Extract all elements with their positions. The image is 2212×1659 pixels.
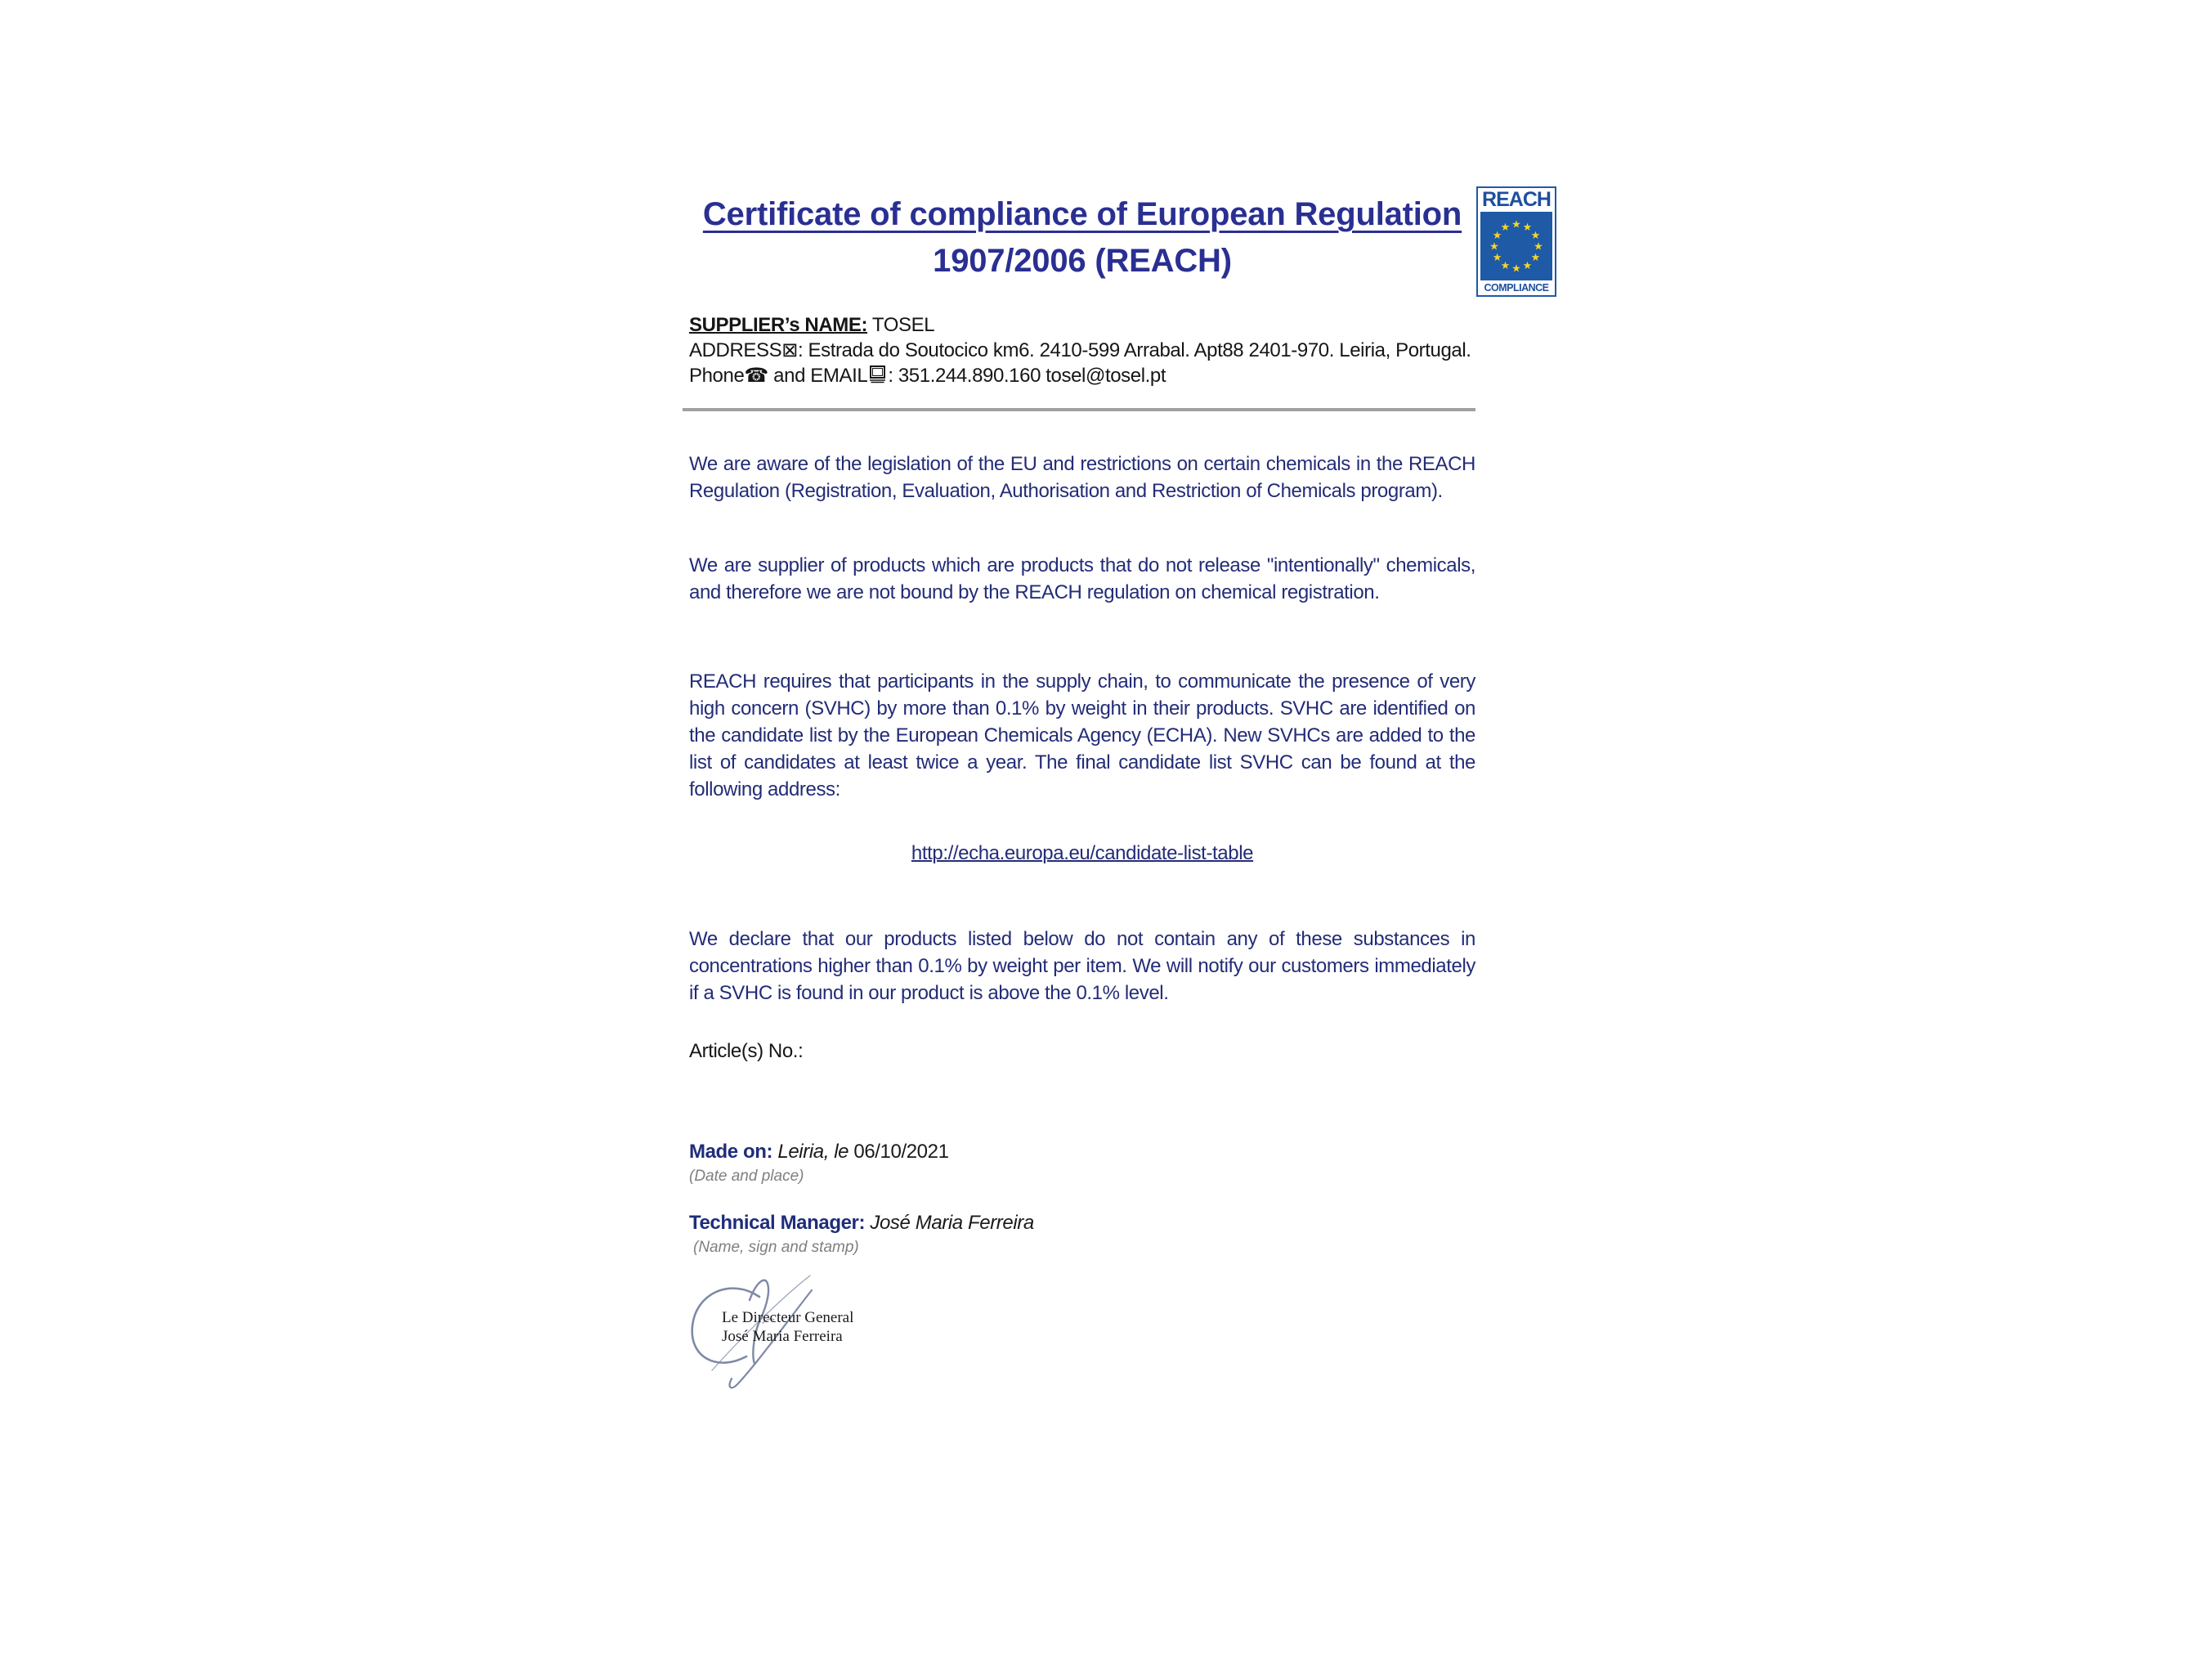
phone-label: Phone: [689, 365, 745, 387]
signature-name: José Maria Ferreira: [722, 1328, 843, 1345]
address-value: : Estrada do Soutocico km6. 2410-599 Arrabal. Apt88 2401-970. Leiria, Portugal.: [797, 339, 1471, 361]
svg-text:★: ★: [1522, 259, 1533, 272]
made-on-row: [689, 1138, 1475, 1165]
made-on-label: Made on:: [689, 1141, 773, 1163]
paragraph-supplier-statement: We are supplier of products which are products that do not release "intentionally" chemicals, and therefore we are not bound by the REACH regulation on chemical registration.: [689, 554, 1475, 603]
eu-stars-icon: [1480, 212, 1552, 280]
email-label: and EMAIL: [768, 365, 868, 387]
svg-text:★: ★: [1511, 218, 1521, 231]
certificate-page: [689, 191, 1475, 1411]
reach-logo-subtitle: COMPLIANCE: [1484, 282, 1549, 294]
svg-text:★: ★: [1522, 222, 1533, 235]
contact-value: : 351.244.890.160 tosel@tosel.pt: [888, 365, 1166, 387]
supplier-contact-row: [689, 363, 1475, 388]
made-on-date: 06/10/2021: [849, 1141, 949, 1163]
address-label: ADDRESS: [689, 339, 782, 361]
technical-manager-name: José Maria Ferreira: [865, 1212, 1034, 1234]
supplier-name-value: TOSEL: [867, 314, 935, 336]
paragraph-declaration: We declare that our products listed below do not contain any of these substances in concentrations higher than 0.1% by weight per item. We will notify our customers immediately if a SVHC is found in our product is above the 0.1% level.: [689, 928, 1475, 1004]
computer-icon: [867, 365, 888, 384]
svg-text:★: ★: [1492, 230, 1502, 242]
technical-manager-row: [689, 1209, 1475, 1236]
title-line-2: 1907/2006 (REACH): [933, 243, 1232, 279]
supplier-address-row: [689, 338, 1475, 363]
signature-stamp-text: [722, 1308, 853, 1346]
supplier-info-block: [689, 312, 1475, 388]
svg-text:★: ★: [1534, 240, 1543, 253]
title-line-1: Certificate of compliance of European Regulation: [702, 196, 1462, 232]
signature-title: Le Directeur General: [722, 1309, 854, 1326]
envelope-icon: ⊠: [781, 339, 798, 361]
svg-text:★: ★: [1511, 262, 1521, 276]
paragraph-awareness: We are aware of the legislation of the EU and restrictions on certain chemicals in the REACH Regulation (Registration, Evaluation, Authorisation and Restriction of Chemicals program).: [689, 453, 1475, 502]
phone-icon: ☎: [744, 364, 768, 387]
candidate-list-link[interactable]: http://echa.europa.eu/candidate-list-table: [911, 842, 1254, 864]
name-sign-stamp-caption: (Name, sign and stamp): [693, 1239, 859, 1256]
supplier-name-label: SUPPLIER’s NAME:: [689, 314, 868, 336]
reach-compliance-logo: [1476, 186, 1556, 297]
svg-text:★: ★: [1530, 252, 1541, 264]
date-place-caption: (Date and place): [689, 1168, 804, 1185]
divider-line: [683, 408, 1475, 411]
svg-text:★: ★: [1489, 240, 1499, 253]
signature-block: [689, 1272, 885, 1411]
paragraph-svhc-info: REACH requires that participants in the supply chain, to communicate the presence of very high concern (SVHC) by more than 0.1% by weight in their products. SVHC are identified on the candidate list by the European Chemicals Agency (ECHA). New SVHCs are added to the list of candidates at least twice a year. The final candidate list SVHC can be found at the following address:: [689, 670, 1475, 800]
supplier-name-row: [689, 312, 1475, 338]
svg-text:★: ★: [1500, 259, 1511, 272]
technical-manager-label: Technical Manager:: [689, 1212, 866, 1234]
svg-text:★: ★: [1530, 230, 1541, 242]
svg-text:★: ★: [1492, 252, 1502, 264]
reach-logo-title: REACH: [1482, 188, 1551, 211]
page-title: [689, 191, 1475, 285]
article-number-label: Article(s) No.:: [689, 1040, 804, 1062]
svg-text:★: ★: [1500, 222, 1511, 235]
made-on-place: Leiria, le: [772, 1141, 849, 1163]
candidate-list-link-row: [689, 840, 1475, 867]
